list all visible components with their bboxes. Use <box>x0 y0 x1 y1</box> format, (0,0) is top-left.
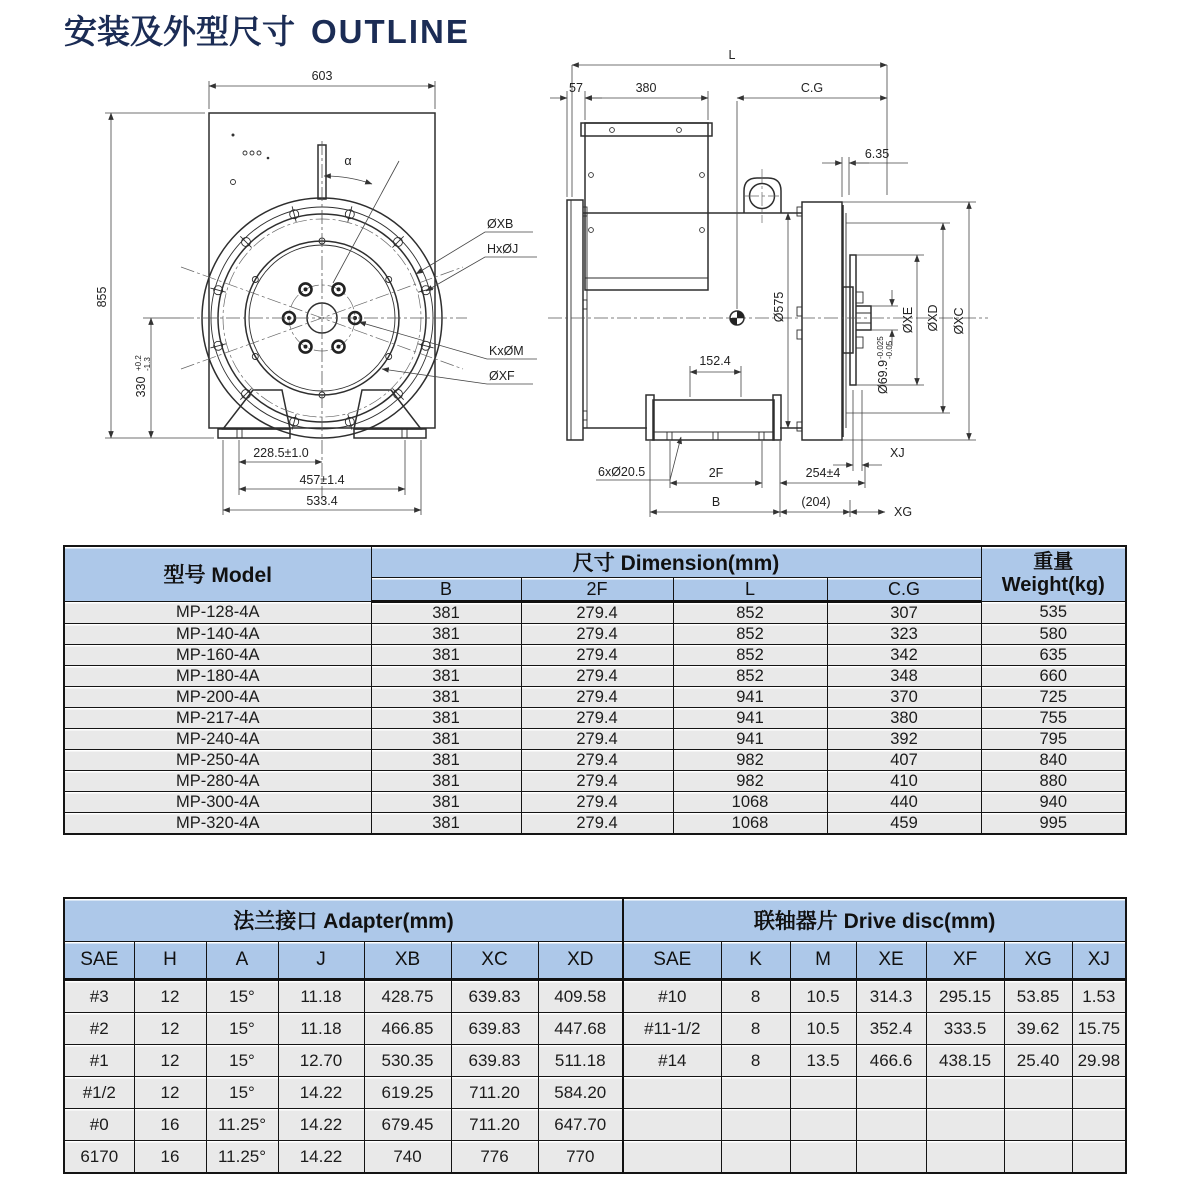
air-grille <box>802 202 842 440</box>
dimension-value-cell: 279.4 <box>521 602 673 624</box>
spec-value-cell: 39.62 <box>1004 1013 1072 1045</box>
weight-header-en: Weight(kg) <box>1001 574 1105 596</box>
table-row <box>64 687 1126 708</box>
end-bracket <box>567 200 583 440</box>
table-row <box>64 729 1126 750</box>
page-title-zh: 安装及外型尺寸 <box>64 13 295 50</box>
dim-635: 6.35 <box>864 147 890 161</box>
dim-b: B <box>711 495 721 509</box>
col-header-m: M <box>790 942 856 980</box>
spec-value-cell: 8 <box>721 980 790 1013</box>
model-cell: MP-300-4A <box>64 792 371 813</box>
col-header-xe: XE <box>856 942 926 980</box>
dimension-value-cell: 381 <box>371 666 521 687</box>
dim-533: 533.4 <box>306 494 338 508</box>
spec-value-cell: 11.18 <box>278 1013 364 1045</box>
dim-254: 254±4 <box>805 466 841 480</box>
left-foot <box>223 390 290 429</box>
sae-size-cell: #14 <box>623 1045 721 1077</box>
model-cell: MP-140-4A <box>64 624 371 645</box>
label-holes: 6xØ20.5 <box>598 465 646 479</box>
model-cell: MP-280-4A <box>64 771 371 792</box>
side-view-drawing <box>540 45 1140 530</box>
dim-330-tol-dn: -1.3 <box>143 357 152 371</box>
spec-value-cell: 711.20 <box>451 1077 538 1109</box>
table-header-row <box>64 898 1126 942</box>
dimension-value-cell: 982 <box>673 750 827 771</box>
dimension-value-cell: 381 <box>371 771 521 792</box>
spec-value-cell: 13.5 <box>790 1045 856 1077</box>
col-header-h: H <box>134 942 206 980</box>
spec-value-cell: 14.22 <box>278 1109 364 1141</box>
side-dimensions <box>550 48 976 519</box>
dimension-value-cell: 381 <box>371 792 521 813</box>
dimension-value-cell: 323 <box>827 624 981 645</box>
spec-value-cell: 53.85 <box>1004 980 1072 1013</box>
spec-value-cell <box>721 1077 790 1109</box>
spec-value-cell: 29.98 <box>1072 1045 1126 1077</box>
spec-value-cell: 530.35 <box>364 1045 451 1077</box>
table-row <box>64 624 1126 645</box>
model-cell: MP-250-4A <box>64 750 371 771</box>
col-header-2f: 2F <box>521 578 673 602</box>
spec-value-cell: 16 <box>134 1109 206 1141</box>
dim-57: 57 <box>569 81 583 95</box>
spec-value-cell: 8 <box>721 1045 790 1077</box>
side-body <box>548 123 988 440</box>
dimension-value-cell: 880 <box>981 771 1126 792</box>
hub <box>843 287 853 353</box>
table-row <box>64 980 1126 1013</box>
label-xg: XG <box>894 505 913 519</box>
spec-value-cell: 11.25° <box>206 1109 278 1141</box>
dim-204: (204) <box>801 495 831 509</box>
dimension-value-cell: 941 <box>673 729 827 750</box>
dimension-value-cell: 635 <box>981 645 1126 666</box>
dimension-value-cell: 381 <box>371 708 521 729</box>
spec-value-cell <box>1072 1109 1126 1141</box>
spec-value-cell: 647.70 <box>538 1109 623 1141</box>
sae-size-cell <box>623 1109 721 1141</box>
adapter-group-header: 法兰接口 Adapter(mm) <box>64 898 623 942</box>
spec-value-cell: 466.85 <box>364 1013 451 1045</box>
spec-value-cell: 466.6 <box>856 1045 926 1077</box>
dim-575: Ø575 <box>772 291 786 323</box>
table-subheader-row <box>64 942 1126 980</box>
label-oxf: ØXF <box>489 369 515 383</box>
dimension-value-cell: 342 <box>827 645 981 666</box>
table-row <box>64 792 1126 813</box>
dimension-value-cell: 941 <box>673 687 827 708</box>
model-column-header: 型号 Model <box>64 546 371 602</box>
dim-330-tol-up: +0.2 <box>134 355 143 371</box>
spec-value-cell: 10.5 <box>790 980 856 1013</box>
col-header-xf: XF <box>926 942 1004 980</box>
spec-value-cell: 12.70 <box>278 1045 364 1077</box>
spec-value-cell: 15° <box>206 980 278 1013</box>
table-row <box>64 708 1126 729</box>
alpha-label: α <box>344 154 352 168</box>
spec-value-cell: 770 <box>538 1141 623 1174</box>
sae-size-cell: #3 <box>64 980 134 1013</box>
table-header-row <box>64 546 1126 578</box>
dimension-value-cell: 279.4 <box>521 750 673 771</box>
spec-value-cell: 584.20 <box>538 1077 623 1109</box>
dimension-value-cell: 407 <box>827 750 981 771</box>
spec-value-cell: 352.4 <box>856 1013 926 1045</box>
spec-value-cell <box>926 1141 1004 1174</box>
spec-value-cell: 438.15 <box>926 1045 1004 1077</box>
sae-size-cell: #11-1/2 <box>623 1013 721 1045</box>
dim-380: 380 <box>635 81 657 95</box>
dimension-value-cell: 380 <box>827 708 981 729</box>
drive-disc-group-header: 联轴器片 Drive disc(mm) <box>623 898 1126 942</box>
spec-value-cell <box>856 1141 926 1174</box>
dimension-value-cell: 995 <box>981 813 1126 835</box>
spec-value-cell: 12 <box>134 1013 206 1045</box>
spec-value-cell <box>1004 1077 1072 1109</box>
spec-value-cell: 639.83 <box>451 1045 538 1077</box>
terminal-box <box>585 123 708 290</box>
sae-size-cell: #2 <box>64 1013 134 1045</box>
dim-cg: C.G <box>800 81 824 95</box>
dimension-table <box>63 545 1127 835</box>
model-cell: MP-180-4A <box>64 666 371 687</box>
col-header-sae-right: SAE <box>623 942 721 980</box>
col-header-j: J <box>278 942 364 980</box>
table-row <box>64 813 1126 835</box>
dimension-value-cell: 440 <box>827 792 981 813</box>
table-row <box>64 645 1126 666</box>
table-row <box>64 1141 1126 1174</box>
table-row <box>64 1013 1126 1045</box>
col-header-a: A <box>206 942 278 980</box>
dim-457: 457±1.4 <box>299 473 345 487</box>
dimension-group-header: 尺寸 Dimension(mm) <box>371 546 981 578</box>
model-cell: MP-240-4A <box>64 729 371 750</box>
spec-value-cell: 15° <box>206 1045 278 1077</box>
dim-699-tol-dn: -0.05 <box>885 340 894 359</box>
col-header-sae-left: SAE <box>64 942 134 980</box>
label-xj: XJ <box>890 446 905 460</box>
dimension-value-cell: 982 <box>673 771 827 792</box>
col-header-b: B <box>371 578 521 602</box>
table-row <box>64 666 1126 687</box>
sae-size-cell <box>623 1077 721 1109</box>
dimension-value-cell: 279.4 <box>521 624 673 645</box>
model-cell: MP-217-4A <box>64 708 371 729</box>
spec-value-cell: 679.45 <box>364 1109 451 1141</box>
col-header-xc: XC <box>451 942 538 980</box>
spec-value-cell: 447.68 <box>538 1013 623 1045</box>
spec-value-cell: 11.18 <box>278 980 364 1013</box>
spec-value-cell <box>721 1141 790 1174</box>
spec-value-cell: 511.18 <box>538 1045 623 1077</box>
table-row <box>64 1109 1126 1141</box>
dimension-value-cell: 795 <box>981 729 1126 750</box>
table-row <box>64 602 1126 624</box>
dim-699: Ø69.9 <box>876 359 890 395</box>
spec-value-cell: 14.22 <box>278 1141 364 1174</box>
page-title <box>64 6 470 53</box>
dimension-value-cell: 348 <box>827 666 981 687</box>
dimension-value-cell: 535 <box>981 602 1126 624</box>
adapter-drive-disc-table <box>63 897 1127 1174</box>
spec-value-cell: 776 <box>451 1141 538 1174</box>
spec-value-cell: 314.3 <box>856 980 926 1013</box>
spec-value-cell <box>856 1077 926 1109</box>
dimension-value-cell: 852 <box>673 645 827 666</box>
spec-value-cell: 12 <box>134 1077 206 1109</box>
weight-column-header <box>981 546 1126 602</box>
spec-value-cell <box>926 1109 1004 1141</box>
dimension-value-cell: 660 <box>981 666 1126 687</box>
spec-value-cell: 11.25° <box>206 1141 278 1174</box>
spec-value-cell: 428.75 <box>364 980 451 1013</box>
model-cell: MP-128-4A <box>64 602 371 624</box>
mounting-bed <box>653 400 774 440</box>
page-title-en: OUTLINE <box>311 13 470 50</box>
spec-value-cell <box>856 1109 926 1141</box>
dimension-value-cell: 381 <box>371 645 521 666</box>
label-oxd: ØXD <box>926 304 940 332</box>
model-cell: MP-320-4A <box>64 813 371 835</box>
dimension-value-cell: 307 <box>827 602 981 624</box>
dim-1524: 152.4 <box>699 354 731 368</box>
model-cell: MP-160-4A <box>64 645 371 666</box>
dimension-value-cell: 279.4 <box>521 687 673 708</box>
table-row <box>64 771 1126 792</box>
spec-value-cell <box>790 1141 856 1174</box>
dimension-value-cell: 381 <box>371 687 521 708</box>
sae-size-cell: #0 <box>64 1109 134 1141</box>
dimension-value-cell: 392 <box>827 729 981 750</box>
right-foot <box>354 390 421 429</box>
dimension-value-cell: 410 <box>827 771 981 792</box>
table-row <box>64 1045 1126 1077</box>
dimension-value-cell: 381 <box>371 624 521 645</box>
spec-value-cell: 15.75 <box>1072 1013 1126 1045</box>
dim-2f: 2F <box>708 466 724 480</box>
spec-value-cell: 8 <box>721 1013 790 1045</box>
dimension-value-cell: 381 <box>371 602 521 624</box>
spec-value-cell <box>926 1077 1004 1109</box>
spec-value-cell <box>790 1077 856 1109</box>
dimension-value-cell: 279.4 <box>521 708 673 729</box>
dim-603: 603 <box>311 69 333 83</box>
dimension-value-cell: 381 <box>371 750 521 771</box>
sae-size-cell: #10 <box>623 980 721 1013</box>
dim-228: 228.5±1.0 <box>253 446 309 460</box>
dimension-value-cell: 279.4 <box>521 666 673 687</box>
col-header-l: L <box>673 578 827 602</box>
spec-value-cell: 15° <box>206 1013 278 1045</box>
spec-value-cell <box>790 1109 856 1141</box>
col-header-xj: XJ <box>1072 942 1126 980</box>
spec-value-cell <box>1004 1141 1072 1174</box>
table-row <box>64 1077 1126 1109</box>
front-dimensions <box>95 69 537 515</box>
spec-value-cell: 14.22 <box>278 1077 364 1109</box>
col-header-xb: XB <box>364 942 451 980</box>
dimension-value-cell: 279.4 <box>521 813 673 835</box>
dimension-value-cell: 755 <box>981 708 1126 729</box>
dimension-value-cell: 370 <box>827 687 981 708</box>
dimension-value-cell: 725 <box>981 687 1126 708</box>
dimension-value-cell: 279.4 <box>521 645 673 666</box>
spec-value-cell: 740 <box>364 1141 451 1174</box>
dimension-value-cell: 381 <box>371 813 521 835</box>
label-kxom: KxØM <box>489 344 524 358</box>
dimension-value-cell: 279.4 <box>521 771 673 792</box>
spec-value-cell <box>721 1109 790 1141</box>
spec-value-cell: 16 <box>134 1141 206 1174</box>
spec-value-cell: 12 <box>134 1045 206 1077</box>
col-header-k: K <box>721 942 790 980</box>
sae-size-cell: #1/2 <box>64 1077 134 1109</box>
spec-value-cell: 639.83 <box>451 980 538 1013</box>
spec-value-cell: 333.5 <box>926 1013 1004 1045</box>
spec-value-cell <box>1072 1141 1126 1174</box>
spec-value-cell: 1.53 <box>1072 980 1126 1013</box>
dimension-value-cell: 840 <box>981 750 1126 771</box>
sae-size-cell <box>623 1141 721 1174</box>
spec-value-cell: 619.25 <box>364 1077 451 1109</box>
spec-value-cell <box>1004 1109 1072 1141</box>
front-view-drawing <box>85 55 535 530</box>
dim-L: L <box>728 48 736 62</box>
label-oxe: ØXE <box>901 306 915 334</box>
dimension-value-cell: 580 <box>981 624 1126 645</box>
label-hxoj: HxØJ <box>487 242 519 256</box>
spec-value-cell: 711.20 <box>451 1109 538 1141</box>
model-cell: MP-200-4A <box>64 687 371 708</box>
dimension-value-cell: 279.4 <box>521 729 673 750</box>
dimension-value-cell: 852 <box>673 602 827 624</box>
sae-size-cell: 6170 <box>64 1141 134 1174</box>
spec-value-cell: 10.5 <box>790 1013 856 1045</box>
dim-699-tol-up: -0.025 <box>876 336 885 359</box>
spec-value-cell: 25.40 <box>1004 1045 1072 1077</box>
spec-value-cell: 12 <box>134 980 206 1013</box>
spec-value-cell <box>1072 1077 1126 1109</box>
dimension-value-cell: 1068 <box>673 813 827 835</box>
label-oxb: ØXB <box>487 217 514 231</box>
dimension-value-cell: 852 <box>673 666 827 687</box>
dim-330-group <box>134 355 152 398</box>
dimension-value-cell: 279.4 <box>521 792 673 813</box>
spec-value-cell: 15° <box>206 1077 278 1109</box>
spec-value-cell: 295.15 <box>926 980 1004 1013</box>
dimension-value-cell: 852 <box>673 624 827 645</box>
col-header-cg: C.G <box>827 578 981 602</box>
dimension-value-cell: 459 <box>827 813 981 835</box>
label-oxc: ØXC <box>952 307 966 335</box>
dimension-value-cell: 1068 <box>673 792 827 813</box>
spec-value-cell: 409.58 <box>538 980 623 1013</box>
dimension-value-cell: 381 <box>371 729 521 750</box>
dim-855: 855 <box>95 286 109 308</box>
spec-value-cell: 639.83 <box>451 1013 538 1045</box>
col-header-xd: XD <box>538 942 623 980</box>
col-header-xg: XG <box>1004 942 1072 980</box>
dimension-value-cell: 940 <box>981 792 1126 813</box>
table-row <box>64 750 1126 771</box>
dim-330: 330 <box>134 376 148 398</box>
dimension-value-cell: 941 <box>673 708 827 729</box>
weight-header-zh: 重量 <box>1033 551 1074 573</box>
sae-size-cell: #1 <box>64 1045 134 1077</box>
